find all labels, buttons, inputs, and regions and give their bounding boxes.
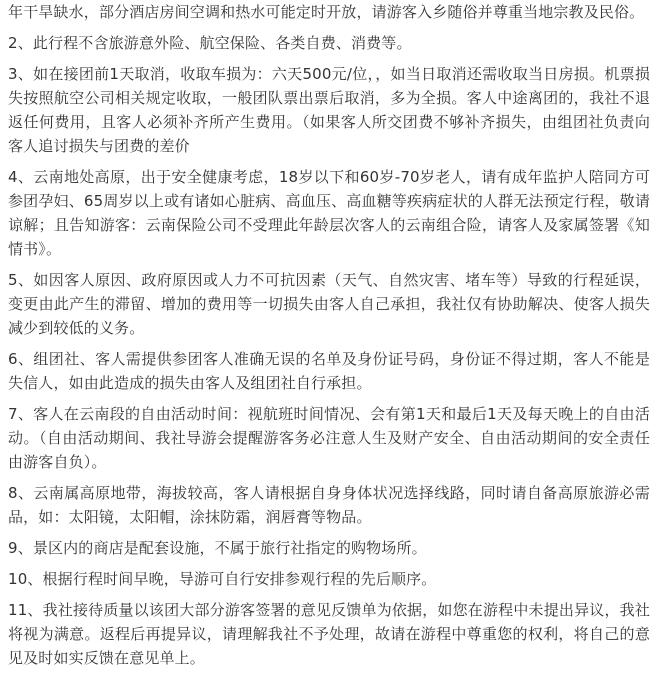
paragraph-item-2: 2、此行程不含旅游意外险、航空保险、各类自费、消费等。 <box>8 34 412 52</box>
paragraph-intro: 年干旱缺水，部分酒店房间空调和热水可能定时开放，请游客入乡随俗并尊重当地宗教及民俗。 <box>8 3 645 21</box>
paragraph-item-5: 5、如因客人原因、政府原因或人力不可抗因素（天气、自然灾害、堵车等）导致的行程延误，变更由此产生的滞留、增加的费用等一切损失由客人自己承担，我社仅有协助解决、使客人损失减少到较低的义务。 <box>8 271 650 337</box>
document-body <box>8 0 650 677</box>
paragraph-item-9: 9、景区内的商店是配套设施，不属于旅行社指定的购物场所。 <box>8 539 427 557</box>
paragraph-item-7: 7、客人在云南段的自由活动时间：视航班时间情况、会有第1天和最后1天及每天晚上的自由活动。（自由活动期间、我社导游会提醒游客务必注意人生及财产安全、自由活动期间的安全责任由游客自负）。 <box>8 405 650 471</box>
paragraph-item-3: 3、如在接团前1天取消，收取车损为：六天500元/位，，如当日取消还需收取当日房损。机票损失按照航空公司相关规定收取，一般团队票出票后取消，多为全损。客人中途离团的，我社不退返任何费用，且客人必须补齐所产生费用。（如果客人所交团费不够补齐损失，由组团社负责向客人追讨损失与团费的差价 <box>8 65 650 155</box>
paragraph-item-8: 8、云南属高原地带，海拔较高，客人请根据自身身体状况选择线路，同时请自备高原旅游必需品，如：太阳镜，太阳帽，涂抹防霜，润唇膏等物品。 <box>8 484 650 526</box>
paragraph-item-4: 4、云南地处高原，出于安全健康考虑，18岁以下和60岁-70岁老人，请有成年监护人陪同方可参团孕妇、65周岁以上或有诸如心脏病、高血压、高血糖等疾病症状的人群无法预定行程，敬请谅解；且告知游客：云南保险公司不受理此年龄层次客人的云南组合险，请客人及家属签署《知情书》。 <box>8 168 650 258</box>
paragraph-item-11: 11、我社接待质量以该团大部分游客签署的意见反馈单为依据，如您在游程中未提出异议，我社将视为满意。返程后再提异议，请理解我社不予处理，故请在游程中尊重您的权利，将自己的意见及时如实反馈在意见单上。 <box>8 601 650 667</box>
paragraph-item-10: 10、根据行程时间早晚，导游可自行安排参观行程的先后顺序。 <box>8 570 437 588</box>
paragraph-item-6: 6、组团社、客人需提供参团客人准确无误的名单及身份证号码，身份证不得过期，客人不能是失信人，如由此造成的损失由客人及组团社自行承担。 <box>8 350 650 392</box>
